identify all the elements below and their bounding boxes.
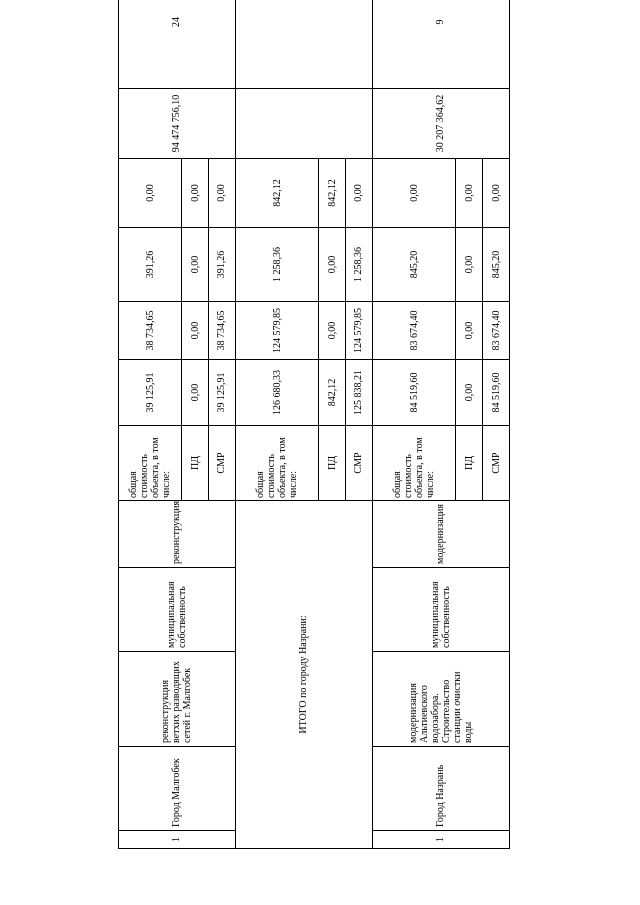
value-cell: 125 838,21 [346, 360, 373, 426]
value-cell: 0,00 [319, 302, 346, 360]
total-cell: 94 474 756,10 [119, 89, 236, 159]
smr-label-cell: СМР [483, 426, 510, 501]
cost-label-cell: общая стоимость объекта, в том числе: [372, 426, 455, 501]
value-cell: 391,26 [209, 228, 236, 302]
value-cell: 126 680,33 [235, 360, 318, 426]
pd-label-cell: ПД [456, 426, 483, 501]
value-cell: 83 674,40 [483, 302, 510, 360]
value-cell: 0,00 [319, 228, 346, 302]
value-cell: 0,00 [182, 360, 209, 426]
value-cell: 0,00 [456, 159, 483, 228]
value-cell: 38 734,65 [209, 302, 236, 360]
work-type-cell: модернизация [372, 501, 509, 568]
table-row [235, 0, 318, 849]
row-number: 1 [119, 831, 236, 849]
value-cell: 0,00 [182, 228, 209, 302]
value-cell: 39 125,91 [209, 360, 236, 426]
value-cell: 391,26 [119, 228, 182, 302]
value-cell: 0,00 [456, 360, 483, 426]
ownership-cell: муниципальная собственность [372, 568, 509, 652]
value-cell: 84 519,60 [483, 360, 510, 426]
pd-label-cell: ПД [182, 426, 209, 501]
table-row [372, 0, 455, 849]
total-cell [235, 89, 372, 159]
value-cell: 0,00 [346, 159, 373, 228]
value-cell: 0,00 [182, 302, 209, 360]
value-cell: 1 258,36 [346, 228, 373, 302]
value-cell: 124 579,85 [235, 302, 318, 360]
value-cell: 842,12 [235, 159, 318, 228]
value-cell: 0,00 [483, 159, 510, 228]
row-number: 1 [372, 831, 509, 849]
object-name-cell: модернизация Альтиевского водозабора. Строительство станции очистки воды [372, 652, 509, 747]
city-cell: Город Малгобек [119, 747, 236, 831]
smr-label-cell: СМР [346, 426, 373, 501]
investment-table [118, 0, 510, 849]
value-cell: 845,20 [372, 228, 455, 302]
value-cell: 1 258,36 [235, 228, 318, 302]
cost-label-cell: общая стоимость объекта, в том числе: [119, 426, 182, 501]
value-cell: 39 125,91 [119, 360, 182, 426]
pd-label-cell: ПД [319, 426, 346, 501]
value-cell: 84 519,60 [372, 360, 455, 426]
rotated-table-container [118, 17, 510, 849]
value-cell: 0,00 [182, 159, 209, 228]
last-cell [235, 0, 372, 89]
value-cell: 842,12 [319, 159, 346, 228]
value-cell: 0,00 [119, 159, 182, 228]
smr-label-cell: СМР [209, 426, 236, 501]
last-cell: 24 [119, 0, 236, 89]
city-cell: Город Назрань [372, 747, 509, 831]
value-cell: 0,00 [372, 159, 455, 228]
value-cell: 124 579,85 [346, 302, 373, 360]
value-cell: 0,00 [209, 159, 236, 228]
value-cell: 0,00 [456, 228, 483, 302]
total-cell: 30 207 364,62 [372, 89, 509, 159]
value-cell: 0,00 [456, 302, 483, 360]
itogo-label: ИТОГО по городу Назрани: [235, 501, 372, 849]
value-cell: 845,20 [483, 228, 510, 302]
value-cell: 38 734,65 [119, 302, 182, 360]
last-cell: 9 [372, 0, 509, 89]
object-name-cell: реконструкция ветхих разводящих сетей г. Малгобек [119, 652, 236, 747]
ownership-cell: муниципальная собственность [119, 568, 236, 652]
work-type-cell: реконструкция [119, 501, 236, 568]
table-row [119, 0, 182, 849]
value-cell: 83 674,40 [372, 302, 455, 360]
value-cell: 842,12 [319, 360, 346, 426]
cost-label-cell: общая стоимость объекта, в том числе: [235, 426, 318, 501]
